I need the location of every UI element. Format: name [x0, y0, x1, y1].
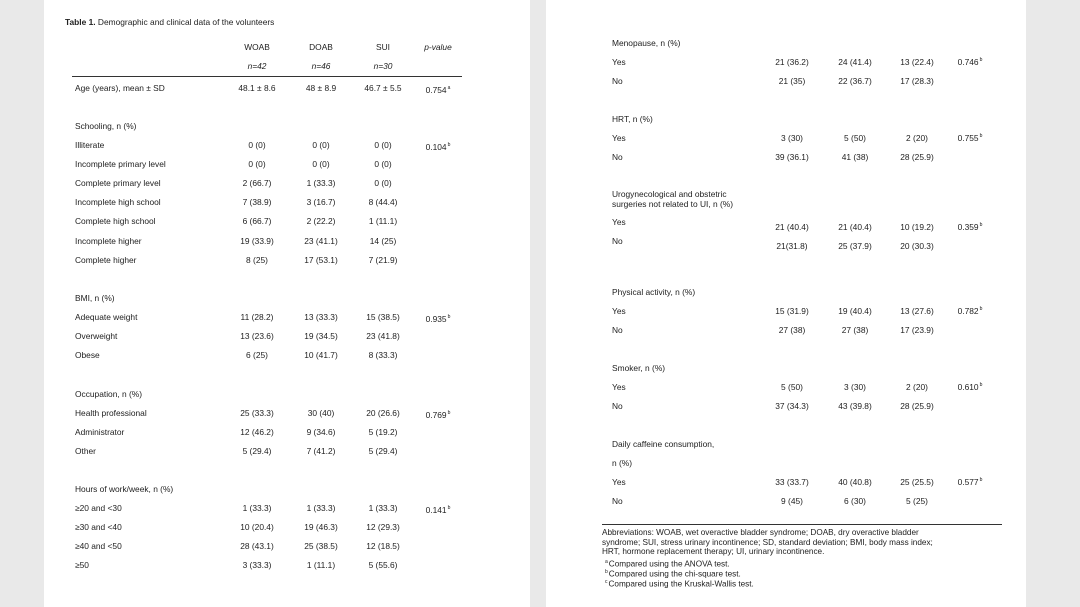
section-title: Physical activity, n (%) [612, 287, 696, 297]
cell-sui: 1 (11.1) [368, 216, 398, 227]
cell-woab: 48.1 ± 8.6 [238, 83, 276, 93]
row-label: No [612, 496, 623, 507]
cell-doab: 5 (50) [844, 133, 866, 143]
cell-p-value-footnote-mark: b [979, 477, 983, 483]
cell-woab: 3 (33.3) [242, 560, 272, 571]
table-title-label: Table 1. [65, 17, 96, 27]
row-label: Yes [612, 57, 626, 67]
row-label: Administrator [75, 427, 125, 438]
cell-sui: 17 (23.9) [900, 325, 934, 336]
cell-woab: 6 (25) [246, 350, 268, 361]
footnote-text: Compared using the chi-square test. [608, 569, 741, 579]
cell-sui: 20 (30.3) [900, 241, 934, 252]
cell-p-value-value: 0.782 [957, 305, 979, 316]
cell-woab: 1 (33.3) [242, 503, 272, 513]
section-title: BMI, n (%) [75, 293, 115, 303]
column-subheader: n=30 [373, 61, 393, 71]
cell-sui: 7 (21.9) [368, 254, 398, 265]
section-title: Schooling, n (%) [75, 121, 137, 131]
abbreviations-line: HRT, hormone replacement therapy; UI, urinary incontinence. [602, 547, 825, 556]
cell-p-value-footnote-mark: b [979, 306, 983, 312]
cell-woab: 8 (25) [246, 254, 268, 265]
cell-p-value-footnote-mark: a [447, 85, 451, 91]
cell-doab: 6 (30) [844, 496, 866, 507]
row-label: Yes [612, 217, 626, 227]
column-header: WOAB [244, 42, 270, 52]
cell-woab: 21 (40.4) [775, 222, 809, 232]
cell-sui: 20 (26.6) [366, 408, 400, 418]
cell-woab: 12 (46.2) [240, 427, 274, 438]
cell-woab: 7 (38.9) [242, 197, 272, 208]
left-page [44, 0, 530, 607]
cell-woab: 21 (35) [778, 76, 806, 87]
cell-p-value [958, 55, 983, 67]
cell-sui: 0 (0) [374, 140, 392, 150]
row-label: Adequate weight [75, 312, 138, 322]
cell-woab: 33 (33.7) [775, 477, 809, 487]
row-label: Health professional [75, 408, 147, 418]
row-label: Illiterate [75, 140, 105, 150]
row-label: No [612, 236, 623, 247]
section-title: Smoker, n (%) [612, 363, 666, 373]
cell-p-value [426, 503, 451, 515]
cell-doab: 2 (22.2) [306, 216, 336, 227]
footnote-mark: a [605, 559, 608, 565]
cell-p-value [426, 83, 451, 95]
column-header: DOAB [309, 42, 333, 52]
cell-woab: 3 (30) [781, 133, 803, 143]
cell-sui: 1 (33.3) [368, 503, 398, 513]
cell-doab: 13 (33.3) [304, 312, 338, 322]
row-label: ≥50 [75, 560, 89, 571]
footnote-text: Compared using the Kruskal-Wallis test. [608, 580, 754, 590]
cell-woab: 11 (28.2) [240, 312, 274, 322]
column-subheader: n=46 [311, 61, 331, 71]
cell-p-value-footnote-mark: b [447, 142, 451, 148]
cell-woab: 27 (38) [778, 325, 806, 336]
abbreviations-line: Abbreviations: WOAB, wet overactive bladder syndrome; DOAB, dry overactive bladder [602, 528, 919, 537]
row-label: Yes [612, 133, 626, 143]
cell-sui: 10 (19.2) [900, 222, 934, 232]
cell-woab: 37 (34.3) [775, 401, 809, 412]
footnote-mark: c [605, 579, 608, 586]
section-title: Urogynecological and obstetric [612, 189, 727, 199]
cell-doab: 43 (39.8) [838, 401, 872, 412]
column-header: p-value [424, 42, 452, 52]
cell-doab: 1 (33.3) [306, 503, 336, 513]
cell-doab: 25 (37.9) [838, 241, 872, 252]
table-title [65, 17, 274, 27]
cell-doab: 21 (40.4) [838, 222, 872, 232]
right-page [546, 0, 1026, 607]
cell-p-value-value: 0.610 [957, 381, 979, 392]
section-title-cont: surgeries not related to UI, n (%) [612, 199, 734, 209]
cell-sui: 46.7 ± 5.5 [364, 83, 402, 93]
cell-woab: 10 (20.4) [240, 522, 274, 533]
cell-sui: 0 (0) [374, 159, 392, 170]
cell-p-value [958, 380, 983, 392]
cell-p-value [958, 475, 983, 487]
section-title: Occupation, n (%) [75, 389, 143, 399]
row-label: Complete primary level [75, 178, 161, 189]
cell-p-value-value: 0.359 [957, 221, 979, 232]
cell-sui: 28 (25.9) [900, 401, 934, 412]
cell-woab: 13 (23.6) [240, 331, 274, 342]
cell-p-value-value: 0.746 [957, 56, 979, 67]
cell-doab: 41 (38) [841, 152, 869, 163]
cell-p-value-footnote-mark: b [447, 314, 451, 320]
cell-p-value-footnote-mark: b [979, 382, 983, 388]
cell-p-value-footnote-mark: b [979, 133, 983, 139]
footnote-mark: b [605, 569, 608, 576]
abbreviations-line: syndrome; SUI, stress urinary incontinence; SD, standard deviation; BMI, body mass index; [602, 537, 933, 547]
footnote-text: Compared using the ANOVA test. [608, 559, 730, 569]
cell-doab: 7 (41.2) [306, 446, 336, 457]
cell-woab: 0 (0) [248, 159, 266, 170]
cell-woab: 21(31.8) [776, 241, 808, 252]
row-label: No [612, 401, 623, 412]
cell-doab: 10 (41.7) [304, 350, 338, 361]
column-subheader: n=42 [247, 61, 267, 71]
cell-sui: 15 (38.5) [366, 312, 400, 322]
cell-woab: 2 (66.7) [242, 178, 272, 189]
cell-doab: 19 (40.4) [838, 306, 872, 316]
cell-p-value-value: 0.141 [425, 504, 447, 515]
cell-p-value [426, 140, 451, 152]
row-label: No [612, 76, 623, 87]
cell-p-value-value: 0.754 [425, 84, 447, 95]
cell-woab: 25 (33.3) [240, 408, 274, 418]
row-label: No [612, 325, 623, 336]
cell-p-value-footnote-mark: b [447, 410, 451, 416]
cell-p-value [958, 131, 983, 143]
cell-p-value-value: 0.104 [425, 141, 447, 152]
row-label: Yes [612, 306, 626, 316]
cell-woab: 0 (0) [248, 140, 266, 150]
row-label: Incomplete higher [75, 235, 142, 246]
cell-p-value-footnote-mark: b [447, 505, 451, 511]
cell-sui: 8 (44.4) [368, 197, 398, 208]
row-label: Complete higher [75, 254, 137, 265]
cell-sui: 13 (27.6) [900, 306, 934, 316]
cell-woab: 39 (36.1) [775, 152, 809, 163]
cell-woab: 15 (31.9) [775, 306, 809, 316]
cell-doab: 22 (36.7) [838, 76, 872, 87]
cell-sui: 23 (41.8) [366, 331, 400, 342]
header-rule [72, 76, 462, 77]
cell-p-value [958, 220, 983, 232]
cell-doab: 19 (34.5) [304, 331, 338, 342]
cell-woab: 5 (29.4) [242, 446, 272, 457]
cell-sui: 14 (25) [369, 235, 397, 246]
cell-doab: 25 (38.5) [304, 541, 338, 552]
cell-p-value [426, 408, 451, 420]
table-title-text: Demographic and clinical data of the volunteers [95, 17, 275, 27]
row-label: Yes [612, 477, 626, 487]
row-label: Complete high school [75, 216, 156, 227]
section-title: Menopause, n (%) [612, 38, 681, 48]
cell-p-value [958, 304, 983, 316]
cell-sui: 17 (28.3) [900, 76, 934, 87]
section-title: HRT, n (%) [612, 114, 653, 124]
cell-woab: 19 (33.9) [240, 235, 274, 246]
cell-p-value [426, 312, 451, 324]
cell-doab: 24 (41.4) [838, 57, 872, 67]
row-label: No [612, 152, 623, 163]
cell-doab: 27 (38) [841, 325, 869, 336]
row-label: ≥30 and <40 [75, 522, 122, 533]
cell-doab: 0 (0) [312, 159, 330, 170]
cell-doab: 19 (46.3) [304, 522, 338, 533]
cell-woab: 21 (36.2) [775, 57, 809, 67]
cell-doab: 9 (34.6) [306, 427, 336, 438]
cell-woab: 5 (50) [781, 382, 803, 392]
cell-sui: 5 (25) [906, 496, 928, 507]
row-label: ≥20 and <30 [75, 503, 122, 513]
cell-doab: 23 (41.1) [304, 235, 338, 246]
section-title: Daily caffeine consumption, [612, 439, 715, 449]
cell-p-value-footnote-mark: b [979, 57, 983, 63]
section-title-cont: n (%) [612, 458, 633, 468]
cell-sui: 2 (20) [906, 382, 928, 392]
cell-doab: 40 (40.8) [838, 477, 872, 487]
cell-doab: 0 (0) [312, 140, 330, 150]
cell-sui: 5 (19.2) [368, 427, 398, 438]
cell-sui: 8 (33.3) [368, 350, 398, 361]
cell-doab: 3 (16.7) [306, 197, 336, 208]
section-title: Hours of work/week, n (%) [75, 484, 174, 494]
cell-sui: 13 (22.4) [900, 57, 934, 67]
cell-doab: 3 (30) [844, 382, 866, 392]
row-label: Overweight [75, 331, 118, 342]
cell-woab: 28 (43.1) [240, 541, 274, 552]
row-label: Incomplete high school [75, 197, 161, 208]
cell-sui: 2 (20) [906, 133, 928, 143]
footnote [604, 577, 754, 590]
row-label: Other [75, 446, 96, 457]
cell-p-value-value: 0.935 [425, 313, 447, 324]
cell-sui: 5 (29.4) [368, 446, 398, 457]
cell-p-value-footnote-mark: b [979, 222, 983, 228]
cell-p-value-value: 0.577 [957, 476, 979, 487]
cell-woab: 6 (66.7) [242, 216, 272, 227]
cell-sui: 25 (25.5) [900, 477, 934, 487]
cell-doab: 17 (53.1) [304, 254, 338, 265]
column-header: SUI [376, 42, 390, 52]
cell-sui: 28 (25.9) [900, 152, 934, 163]
cell-sui: 12 (18.5) [366, 541, 400, 552]
cell-sui: 12 (29.3) [366, 522, 400, 533]
cell-doab: 30 (40) [307, 408, 335, 418]
row-label: Obese [75, 350, 100, 361]
cell-doab: 1 (33.3) [306, 178, 336, 189]
cell-doab: 48 ± 8.9 [305, 83, 337, 93]
cell-doab: 1 (11.1) [306, 560, 336, 571]
cell-sui: 5 (55.6) [368, 560, 398, 571]
row-label: Age (years), mean ± SD [75, 83, 165, 93]
cell-woab: 9 (45) [781, 496, 803, 507]
footnote-rule [602, 524, 1002, 525]
cell-sui: 0 (0) [374, 178, 392, 189]
cell-p-value-value: 0.755 [957, 132, 979, 143]
row-label: Yes [612, 382, 626, 392]
row-label: ≥40 and <50 [75, 541, 122, 552]
cell-p-value-value: 0.769 [425, 409, 447, 420]
row-label: Incomplete primary level [75, 159, 166, 170]
